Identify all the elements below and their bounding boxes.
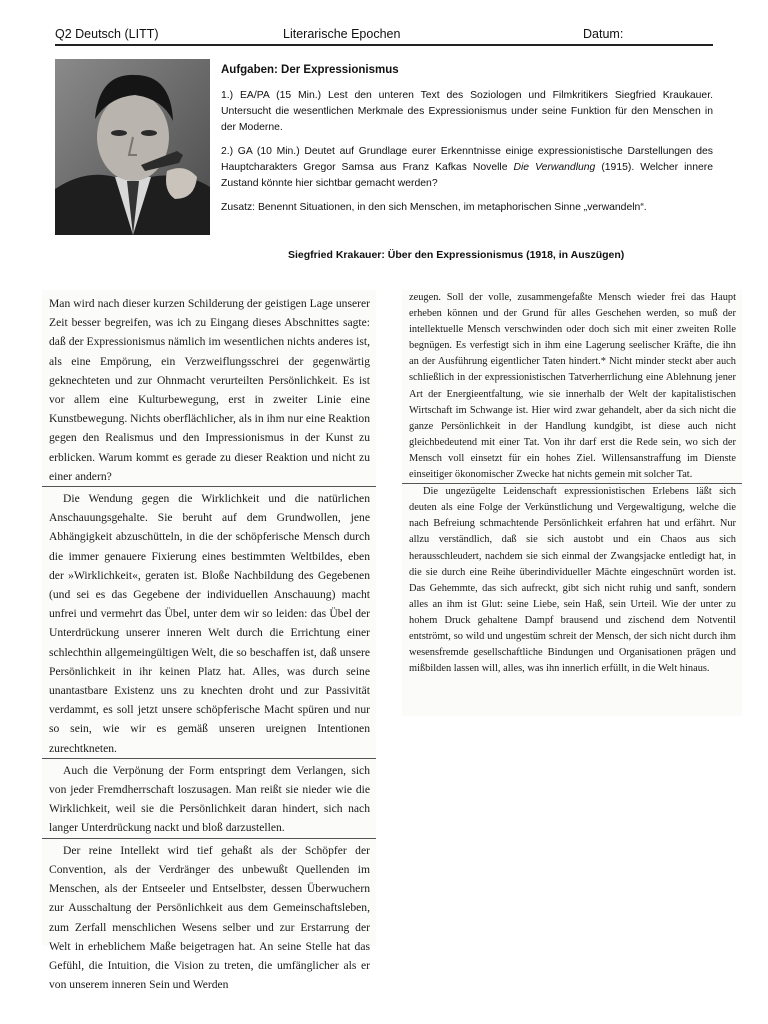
course-label: Q2 Deutsch (LITT) — [55, 27, 159, 41]
left-paragraph: Die Wendung gegen die Wirklichkeit und die natürlichen Anschauungsgehalte. Sie beruht auf dem Grundwollen, jene Abhängigkeit abzuschütteln, in die der schöpferische Mensch durch die immer genauere Fixierung eines bestimmten Weltbildes, eben der »Wirklichkeit«, geraten ist. Bloße Nachbildung des Gegebenen (und sei es das Gegebene der individuellen Anschauung) macht unfrei und vermehrt das Übel, unter dem wir so leiden: das Übel der Unterdrückung unserer inneren Welt durch die Errichtung einer schlechthin allgemeingültigen Welt, die so beschaffen ist, daß unsere Persönlichkeit in ihr keinen Platz hat. Alles, was durch seine unantastbare Existenz uns zu knechten droht und zur Passivität verdammt, es soll jetzt unsere schöpferische Macht spüren und nur so sein, wie wir es gemäß unseren ureignen Intentionen zurechtkneten. — [42, 486, 376, 758]
task-2 — [221, 144, 713, 192]
worksheet-header — [55, 26, 713, 46]
portrait-image — [55, 59, 210, 235]
extra-task: Zusatz: Benennt Situationen, in den sich Menschen, im metaphorischen Sinne „verwandeln“. — [221, 202, 647, 213]
tasks-title: Aufgaben: Der Expressionismus — [221, 64, 399, 76]
topic-label: Literarische Epochen — [283, 27, 401, 41]
left-paragraph: Man wird nach dieser kurzen Schilderung der geistigen Lage unserer Zeit besser begreifen, was ich zu Eingang dieses Abschnittes sagte: daß der Expressionismus nämlich im wesentlichen nichts anderes ist, als eine Empörung, ein Verzweiflungsschrei der gegenwärtig geknechteten und zur Ohnmacht verurteilten Persönlichkeit. Es ist vor allem eine Kulturbewegung, erst in zweiter Linie eine Kunstbewegung. Nichts oberflächlicher, als in ihm nur eine Reaktion gegen den Realismus und den Impressionismus in der Kunst zu erblicken. Warum kommt es gerade zu dieser Reaktion und nicht zu einer andern? — [49, 297, 370, 483]
text-scan-left-column — [42, 290, 376, 992]
date-label: Datum: — [583, 27, 624, 41]
task-2-text-a: 2.) GA (10 Min.) Deutet auf Grundlage eurer Erkenntnisse einige expressionistische Darstellungen des Hauptcharakters Gregor Samsa aus Franz Kafkas Novelle — [221, 146, 713, 173]
right-paragraph: Die ungezügelte Leidenschaft expressionistischen Erlebens läßt sich deuten als eine Folge der Verkünstlichung und Vergewaltigung, welche die nach Befreiung schmachtende Persönlichkeit erfahren hat und erfährt. Nur allzu verständlich, daß sie sich austobt und ein Chaos aus sich herausschleudert, nachdem sie sich einmal der Zwangsjacke entledigt hat, in die sie durch eine Reihe überindividueller Mächte eingeschnürt worden ist. Das Gehemmte, das sich aufreckt, gibt sich nicht ruhig und sanft, sondern alles an ihm ist Glut: seine Liebe, sein Haß, sein Urteil. Wie der unter zu hohem Druck gehaltene Dampf brausend und zischend dem Notventil entströmt, so wild und ungestüm schreit der Mensch, der sich nicht durch ihm wesensfremde gesellschaftliche Bindungen und Organisationen prägen und mißbilden lassen will, alles, was ihn innerlich erfüllt, in die Welt hinaus. — [402, 483, 742, 677]
left-paragraph: Der reine Intellekt wird tief gehaßt als der Schöpfer der Convention, als der Verdränger des unbewußt Quellenden im Menschen, als der Entseeler und Entselbster, dessen Überwuchern zur Ausschaltung der Persönlichkeit aus dem Gemeinschaftsleben, zum Zerfall menschlichen Wesens selber und zur Erstarrung der Welt in erheblichem Maße beigetragen hat. An seine Stelle hat das Gefühl, die Intuition, die Vision zu treten, die umfänglicher als er von unserem inneren Sein und Werden — [42, 838, 376, 995]
text-scan-right-column — [402, 290, 742, 716]
source-title: Siegfried Krakauer: Über den Expressionismus (1918, in Auszügen) — [288, 249, 625, 261]
task-2-work-title: Die Verwandlung — [513, 162, 596, 173]
right-paragraph: zeugen. Soll der volle, zusammengefaßte Mensch wieder frei das Haupt erheben können und der Grund für alles Geschehen werden, so muß der intellektuelle Mensch verschwinden oder doch sich mit einer zweiten Rolle begnügen. Es verfestigt sich in ihm eine Lagerung seelischer Kräfte, die ihn an der Ausführung eigentlicher Taten hindert.* Nicht minder steckt aber auch schließlich in der expressionistischen Tatverherrlichung eine Ablehnung jener Art der Energieentfaltung, wie sie innerhalb der Welt der kapitalistischen Wirtschaft im Schwange ist. Hier wird zwar gehandelt, aber da sich nicht die ganze Persönlichkeit in der Handlung kundgibt, ist diese auch nicht gleichbedeutend mit einer Tat. Von ihr darf erst die Rede sein, wo sich der Mensch voll einsetzt für ein hohes Ziel. Willensanstraffung im Dienste einseitiger ökonomischer Zwecke hat nichts gemein mit solcher Tat. — [409, 292, 736, 481]
task-box — [221, 62, 713, 224]
portrait-photo — [55, 59, 210, 235]
task-1: 1.) EA/PA (15 Min.) Lest den unteren Text des Soziologen und Filmkritikers Siegfried Kraukauer. Untersucht die wesentlichen Merkmale des Expressionismus under seine Funktion für den Menschen in der Moderne. — [221, 90, 713, 133]
left-paragraph: Auch die Verpönung der Form entspringt dem Verlangen, sich von jeder Fremdherrschaft loszusagen. Man reißt sie nieder wie die Wirklichkeit, weil sie die Persönlichkeit daran hindert, sich nach langer Unterdrückung nackt und bloß darzustellen. — [42, 758, 376, 838]
task-2-text-b: (1915). Welcher innere Zustand könnte hier sichtbar gemacht werden? — [221, 162, 714, 189]
